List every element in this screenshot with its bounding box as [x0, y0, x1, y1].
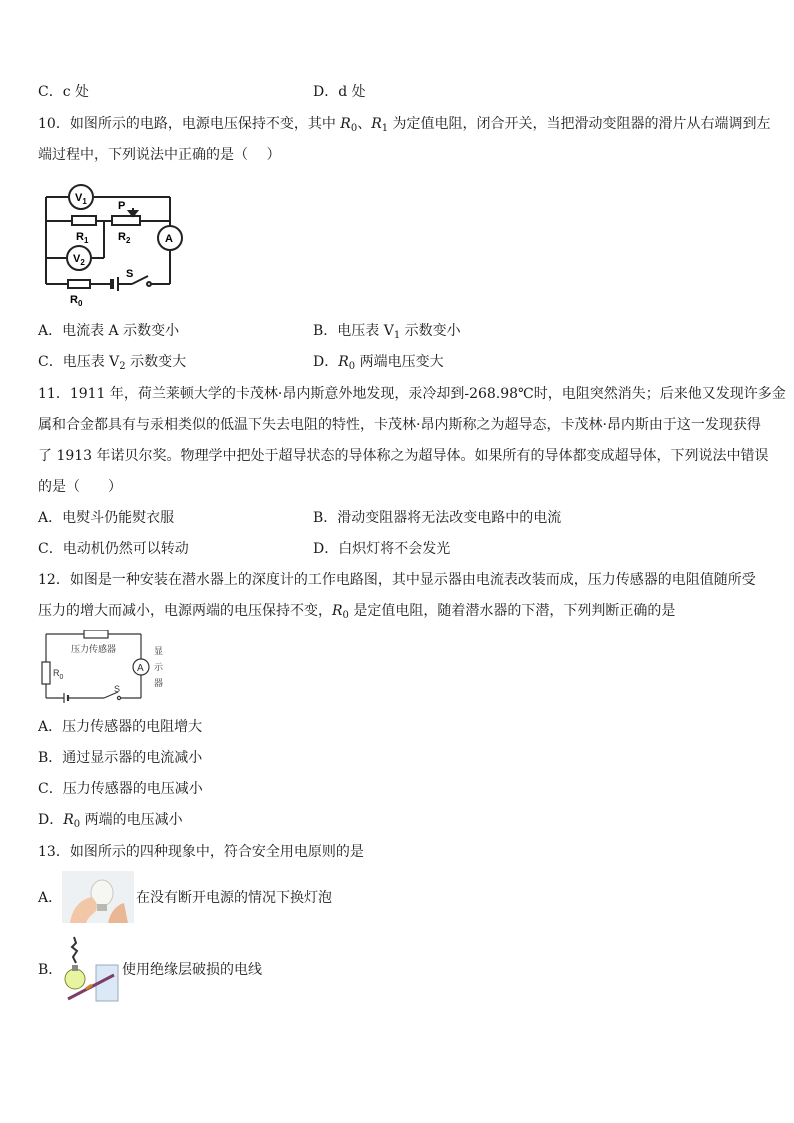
svg-text:示: 示 — [154, 662, 164, 672]
q11-option-a: A．电熨斗仍能熨衣服 — [38, 510, 175, 526]
q10-option-d: D．$R_0$ 两端电压变大 — [313, 354, 444, 372]
svg-text:P: P — [118, 200, 126, 212]
q11-option-d: D．白炽灯将不会发光 — [313, 541, 451, 557]
q12-circuit-diagram — [38, 630, 170, 706]
q12-option-c: C．压力传感器的电压减小 — [38, 781, 203, 797]
svg-text:R0: $R_0$ — [70, 294, 83, 308]
q11-option-b: B．滑动变阻器将无法改变电路中的电流 — [313, 510, 562, 526]
svg-text:R1: $R_1$ — [76, 231, 89, 245]
svg-text:R0: $R_0$ — [53, 668, 64, 681]
svg-text:压力传感器: 压力传感器 — [71, 644, 117, 654]
q11-stem-line2: 属和合金都具有与汞相类似的低温下失去电阻的特性，卡茂林·昂内斯称之为超导态，卡茂林·昂内斯由于这一发现获得 — [38, 417, 761, 433]
q11-stem-line4: 的是（ ） — [38, 479, 122, 495]
svg-text:A: A — [165, 233, 173, 245]
q10-option-b: B．电压表 $V_1$ 示数变小 — [313, 323, 461, 341]
svg-text:S: S — [126, 268, 134, 280]
svg-text:器: 器 — [154, 678, 164, 688]
q11-option-c: C．电动机仍然可以转动 — [38, 541, 189, 557]
q13-option-b-label: B． — [38, 962, 63, 978]
svg-text:显: 显 — [154, 646, 164, 656]
q10-stem-line1: 10．如图所示的电路，电源电压保持不变，其中 $R_0$、$R_1$ 为定值电阻，闭合开关，当把滑动变阻器的滑片从右端调到左 — [38, 116, 771, 134]
svg-text:R2: $R_2$ — [118, 231, 131, 245]
q12-stem-line1: 12．如图是一种安装在潜水器上的深度计的工作电路图，其中显示器由电流表改装而成，压力传感器的电阻值随所受 — [38, 572, 756, 588]
q12-option-b: B．通过显示器的电流减小 — [38, 750, 203, 766]
q10-option-c: C．电压表 $V_2$ 示数变大 — [38, 354, 187, 372]
q13-option-a-label: A． — [38, 890, 63, 906]
q11-stem-line3: 了 1913 年诺贝尔奖。物理学中把处于超导状态的导体称之为超导体。如果所有的导体都变成超导体，下列说法中错误 — [38, 448, 769, 464]
svg-text:A: A — [137, 663, 144, 674]
q13-option-b-text: 使用绝缘层破损的电线 — [122, 962, 262, 978]
q11-stem-line1: 11．1911 年，荷兰莱顿大学的卡茂林·昂内斯意外地发现，汞冷却到-268.98℃时，电阻突然消失；后来他又发现许多金 — [38, 386, 786, 402]
q10-stem-line2: 端过程中，下列说法中正确的是（ ） — [38, 147, 281, 163]
q12-option-d: D．$R_0$ 两端的电压减小 — [38, 812, 183, 830]
q13-stem: 13．如图所示的四种现象中，符合安全用电原则的是 — [38, 844, 364, 860]
q10-circuit-diagram — [38, 182, 198, 308]
option-d: D．d 处 — [313, 84, 366, 100]
svg-text:V2: $V_2$ — [73, 253, 85, 267]
svg-text:S: S — [114, 684, 121, 694]
q10-option-a: A．电流表 A 示数变小 — [38, 323, 180, 339]
svg-text:V1: $V_1$ — [75, 192, 87, 206]
q12-stem-line2: 压力的增大而减小，电源两端的电压保持不变，$R_0$ 是定值电阻，随着潜水器的下潜，下列判断正确的是 — [38, 603, 676, 621]
q12-option-a: A．压力传感器的电阻增大 — [38, 719, 203, 735]
q13-option-a-text: 在没有断开电源的情况下换灯泡 — [136, 890, 332, 906]
broken-wire-image — [62, 935, 120, 1005]
hand-changing-bulb-image — [62, 871, 134, 923]
option-c: C．c 处 — [38, 84, 90, 100]
